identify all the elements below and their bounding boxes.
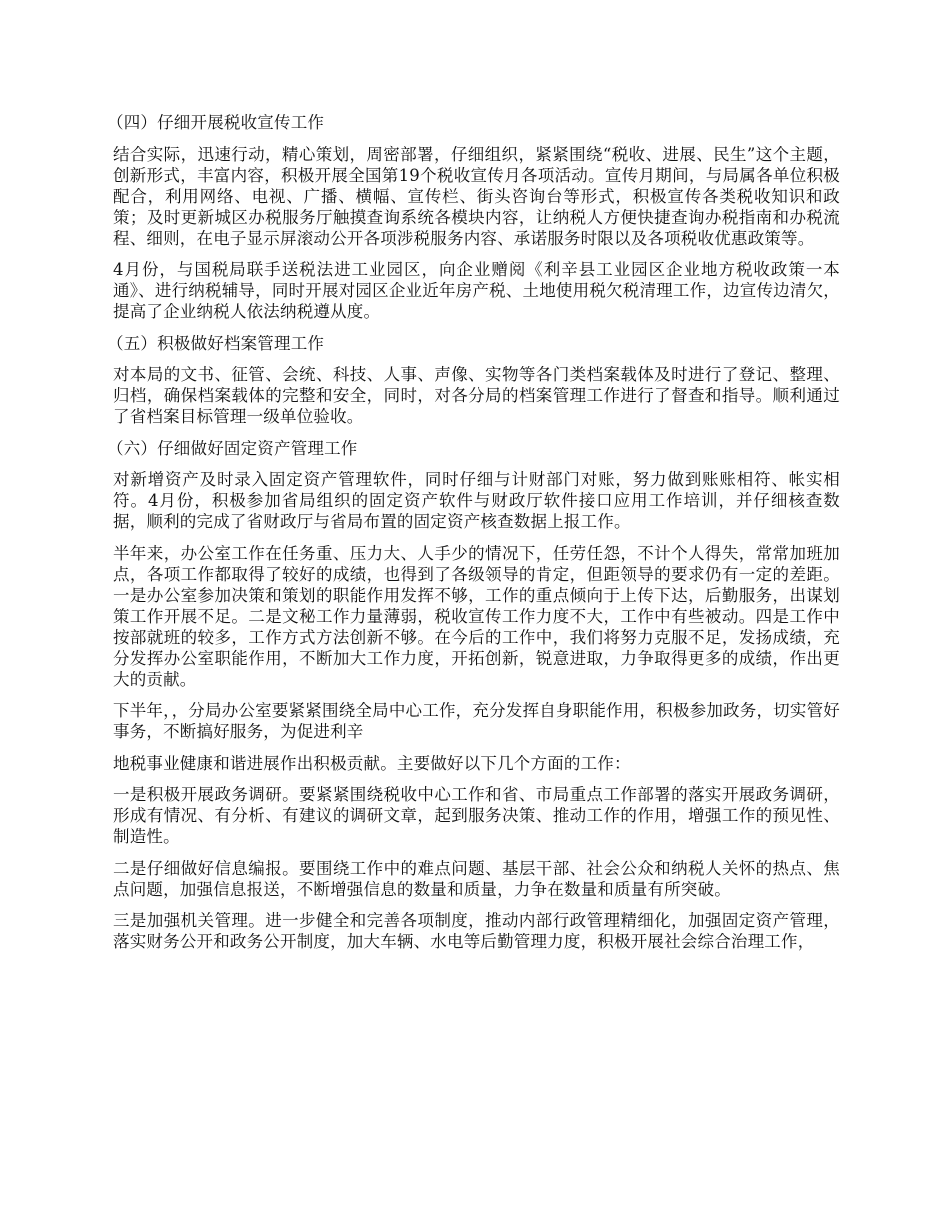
paragraph-archives: 对本局的文书、征管、会统、科技、人事、声像、实物等各门类档案载体及时进行了登记、整理、归档，确保档案载体的完整和安全，同时，对各分局的档案管理工作进行了督查和指导。顺利通过了省档案目标管理一级单位验收。 [113,365,840,426]
section-heading-fixed-assets: （六）仔细做好固定资产管理工作 [107,438,358,458]
paragraph-fixed-assets: 对新增资产及时录入固定资产管理软件，同时仔细与计财部门对账，努力做到账账相符、帐实相符。4月份，积极参加省局组织的固定资产软件与财政厅软件接口应用工作培训，并仔细核查数据，顺利的完成了省财政厅与省局布置的固定资产核查数据上报工作。 [113,470,840,531]
paragraph-half-year-summary: 半年来，办公室工作在任务重、压力大、人手少的情况下，任劳任怨，不计个人得失，常常加班加点，各项工作都取得了较好的成绩，也得到了各级领导的肯定，但距领导的要求仍有一定的差距。一是办公室参加决策和策划的职能作用发挥不够，工作的重点倾向于上传下达，后勤服务，出谋划策工作开展不足。二是文秘工作力量薄弱，税收宣传工作力度不大，工作中有些被动。四是工作中按部就班的较多，工作方式方法创新不够。在今后的工作中，我们将努力克服不足，发扬成绩，充分发挥办公室职能作用，不断加大工作力度，开拓创新，锐意进取，力争取得更多的成绩，作出更大的贡献。 [113,543,840,689]
paragraph-task-research: 一是积极开展政务调研。要紧紧围绕税收中心工作和省、市局重点工作部署的落实开展政务调研，形成有情况、有分析、有建议的调研文章，起到服务决策、推动工作的作用，增强工作的预见性、制造性。 [113,785,840,846]
paragraph-main-tasks-intro: 地税事业健康和谐进展作出积极贡献。主要做好以下几个方面的工作： [113,753,631,773]
paragraph-publicity-month: 结合实际，迅速行动，精心策划，周密部署，仔细组织，紧紧围绕“税收、进展、民生”这个主题，创新形式，丰富内容，积极开展全国第19个税收宣传月各项活动。宣传月期间，与局属各单位积极配合，利用网络、电视、广播、横幅、宣传栏、街头咨询台等形式，积极宣传各类税收知识和政策；及时更新城区办税服务厅触摸查询系统各模块内容，让纳税人方便快捷查询办税指南和办税流程、细则，在电子显示屏滚动公开各项涉税服务内容、承诺服务时限以及各项税收优惠政策等。 [113,144,840,248]
paragraph-industrial-park: 4月份，与国税局联手送税法进工业园区，向企业赠阅《利辛县工业园区企业地方税收政策一本通》、进行纳税辅导，同时开展对园区企业近年房产税、土地使用税欠税清理工作，边宣传边清欠，提高了企业纳税人依法纳税遵从度。 [113,260,840,321]
paragraph-task-administration: 三是加强机关管理。进一步健全和完善各项制度，推动内部行政管理精细化，加强固定资产管理，落实财务公开和政务公开制度，加大车辆、水电等后勤管理力度，积极开展社会综合治理工作， [113,911,840,951]
section-heading-publicity: （四）仔细开展税收宣传工作 [107,113,325,132]
section-heading-archives: （五）积极做好档案管理工作 [107,333,325,353]
paragraph-task-information: 二是仔细做好信息编报。要围绕工作中的难点问题、基层干部、社会公众和纳税人关怀的热点、焦点问题，加强信息报送，不断增强信息的数量和质量，力争在数量和质量有所突破。 [113,858,840,899]
paragraph-second-half-plan: 下半年，，分局办公室要紧紧围绕全局中心工作，充分发挥自身职能作用，积极参加政务，切实管好事务，不断搞好服务，为促进利辛 [113,701,840,741]
document-page [107,112,840,963]
